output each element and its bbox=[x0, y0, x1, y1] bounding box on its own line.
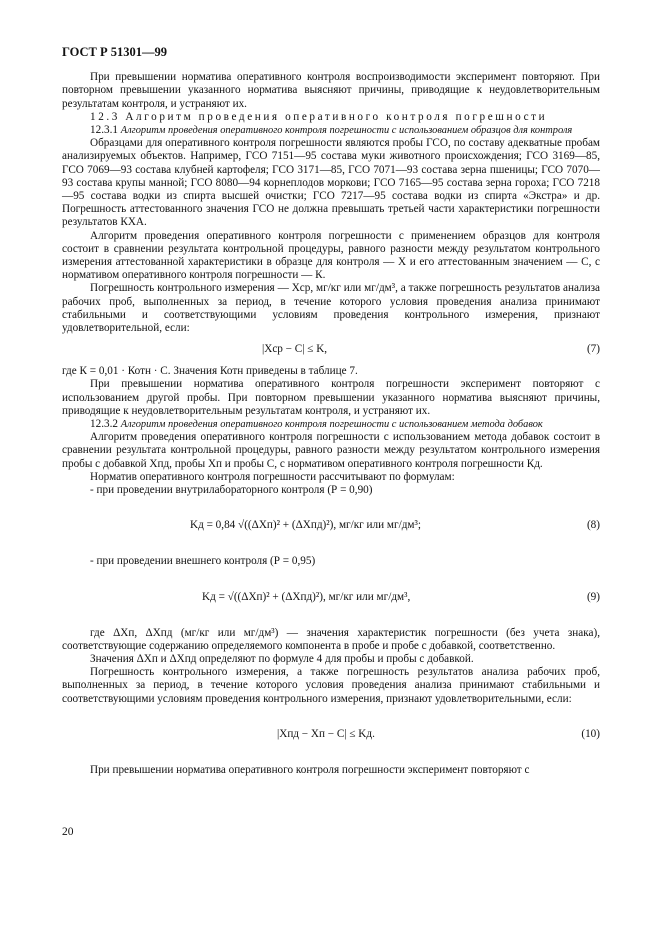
page-number: 20 bbox=[62, 826, 74, 838]
formula-10 bbox=[62, 720, 600, 750]
subsection-number: 12.3.2 bbox=[90, 418, 118, 431]
paragraph: где ΔXп, ΔXпд (мг/кг или мг/дм³) — значения характеристик погрешности (без учета знака), соответствующие содержанию определяемого компонента в пробе и пробе с добавкой, соответственно. bbox=[62, 626, 600, 652]
formula-7 bbox=[62, 335, 600, 365]
list-item: - при проведении внутрилабораторного контроля (Р = 0,90) bbox=[90, 484, 373, 497]
formula-number: (9) bbox=[586, 590, 600, 603]
formula-9 bbox=[62, 583, 600, 613]
paragraph: Норматив оперативного контроля погрешности рассчитывают по формулам: bbox=[90, 470, 455, 483]
formula-8 bbox=[62, 511, 600, 541]
formula-number: (10) bbox=[581, 727, 600, 740]
formula-number: (7) bbox=[586, 343, 600, 356]
subsection-heading-12-3-2 bbox=[62, 418, 600, 431]
subsection-number: 12.3.1 bbox=[90, 124, 118, 137]
paragraph: Образцами для оперативного контроля погрешности являются пробы ГСО, по составу адекватные пробам анализируемых объектов. Например, ГСО 7151—95 состава муки животного происхождения; ГСО 3169—85, ГСО 7069—93 состава клубней картофеля; ГСО 3171—85, ГСО 7071—93 состава зерна пшеницы; ГСО 7070—93 состава крупы манной; ГСО 8080—94 корнеплодов моркови; ГСО 7165—95 состава зерна гороха; ГСО 7218—95 состава водки из спирта высшей очистки; ГСО 7217—95 состава водки из спирта «Экстра» и др. Погрешность аттестованного значения ГСО не должна превышать третьей части характеристики погрешности результатов КХА. bbox=[62, 137, 600, 229]
paragraph: Погрешность контрольного измерения — Xср, мг/кг или мг/дм³, а также погрешность результатов анализа рабочих проб, выполненных за период, в течение которого условия проведения анализа принимают стабильными и соответствующими условиям проведения контрольного измерения, признают удовлетворительной, если: bbox=[62, 282, 600, 335]
paragraph: Алгоритм проведения оперативного контроля погрешности с использованием метода добавок состоит в сравнении результата контрольной процедуры, равного разности между результатом контрольного измерения пробы с добавкой Xпд, пробы Xп и пробы С, с нормативом оперативного контроля погрешности Кд. bbox=[62, 431, 600, 470]
paragraph: где К = 0,01 · Котн · С. Значения Котн приведены в таблице 7. bbox=[62, 365, 358, 378]
subsection-title: Алгоритм проведения оперативного контроля погрешности с использованием образцов для контроля bbox=[120, 125, 573, 137]
standard-header: ГОСТ Р 51301—99 bbox=[62, 45, 168, 59]
paragraph: При превышении норматива оперативного контроля погрешности эксперимент повторяют с bbox=[90, 763, 530, 776]
formula-number: (8) bbox=[586, 519, 600, 532]
subsection-title: Алгоритм проведения оперативного контроля погрешности с использованием метода добавок bbox=[120, 419, 543, 431]
formula-expression: |Xпд − Xп − C| ≤ Kд. bbox=[277, 727, 375, 740]
subsection-heading-12-3-1 bbox=[62, 124, 600, 137]
section-heading-12-3: 12.3 Алгоритм проведения оперативного контроля погрешности bbox=[90, 110, 548, 123]
paragraph: При превышении норматива оперативного контроля погрешности эксперимент повторяют с использованием другой пробы. При повторном превышении указанного норматива выясняют причины, приводящие к неудовлетворительным результатам контроля, и устраняют их. bbox=[62, 378, 600, 417]
paragraph: Погрешность контрольного измерения, а также погрешность результатов анализа рабочих проб, выполненных за период, в течение которого условия проведения анализа принимают стабильными и соответствующими условиям проведения контрольного измерения, признают удовлетворительными, если: bbox=[62, 666, 600, 705]
formula-expression: Kд = 0,84 √((ΔXп)² + (ΔXпд)²), мг/кг или мг/дм³; bbox=[190, 519, 421, 532]
formula-expression: Kд = √((ΔXп)² + (ΔXпд)²), мг/кг или мг/дм³, bbox=[202, 590, 411, 603]
paragraph: При превышении норматива оперативного контроля воспроизводимости эксперимент повторяют. При повторном превышении указанного норматива выясняют причины, приводящие к неудовлетворительным результатам контроля, и устраняют их. bbox=[62, 71, 600, 110]
paragraph: Значения ΔXп и ΔXпд определяют по формуле 4 для пробы и пробы с добавкой. bbox=[90, 652, 474, 665]
formula-expression: |Xср − C| ≤ K, bbox=[262, 343, 328, 356]
document-page bbox=[62, 46, 600, 777]
list-item: - при проведении внешнего контроля (Р = 0,95) bbox=[90, 555, 316, 568]
paragraph: Алгоритм проведения оперативного контроля погрешности с применением образцов для контроля состоит в сравнении результата контрольной процедуры, равного разности между результатом контрольного измерения аттестованной характеристики в образце для контроля — X и его аттестованным значением — С, с нормативом оперативного контроля погрешности — К. bbox=[62, 229, 600, 282]
